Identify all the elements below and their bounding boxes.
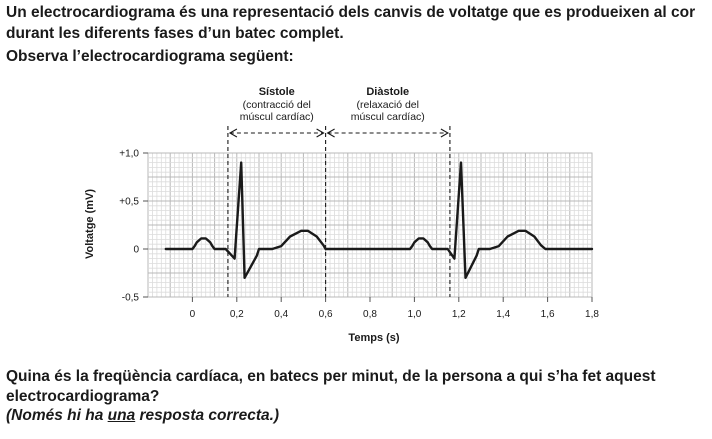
phase-description: múscul cardíac) xyxy=(350,111,425,123)
phase-title: Sístole xyxy=(258,86,295,98)
y-axis-label: Voltatge (mV) xyxy=(84,188,96,260)
instruction-text: Observa l’electrocardiograma següent: xyxy=(6,48,294,65)
x-tick-label: 1,6 xyxy=(540,309,555,320)
answer-note xyxy=(6,407,279,425)
intro-text: Un electrocardiograma és una representació dels canvis de voltatge que es produeixen al cor durant les diferents fases d’un batec complet. xyxy=(6,4,696,42)
chart-grid xyxy=(148,153,592,297)
x-tick-label: 1,8 xyxy=(585,309,599,320)
x-tick-label: 0,6 xyxy=(318,309,333,320)
y-tick-label: +1,0 xyxy=(119,148,139,160)
x-tick-label: 1,2 xyxy=(451,309,466,320)
x-tick-label: 0,2 xyxy=(229,309,244,320)
phase-description: múscul cardíac) xyxy=(239,111,314,123)
phase-annotations xyxy=(230,86,448,137)
x-tick-label: 1,4 xyxy=(496,309,511,320)
phase-title: Diàstole xyxy=(366,86,410,98)
note-underlined: una xyxy=(107,407,136,424)
y-tick-label: +0,5 xyxy=(119,196,139,208)
x-tick-label: 0,8 xyxy=(363,309,377,320)
x-tick-label: 0 xyxy=(189,309,196,320)
y-tick-label: -0,5 xyxy=(121,292,139,304)
phase-description: (relaxació del xyxy=(356,99,419,111)
x-tick-label: 1,0 xyxy=(407,309,422,320)
note-before: (Només hi ha xyxy=(6,407,108,424)
phase-description: (contracció del xyxy=(242,99,311,111)
x-tick-label: 0,4 xyxy=(274,309,289,320)
note-after: resposta correcta.) xyxy=(135,407,280,424)
question-text: Quina és la freqüència cardíaca, en batecs per minut, de la persona a qui s’ha fet aquest electrocardiograma? xyxy=(6,368,656,405)
x-axis-label: Temps (s) xyxy=(348,332,400,344)
y-tick-label: 0 xyxy=(133,244,139,256)
